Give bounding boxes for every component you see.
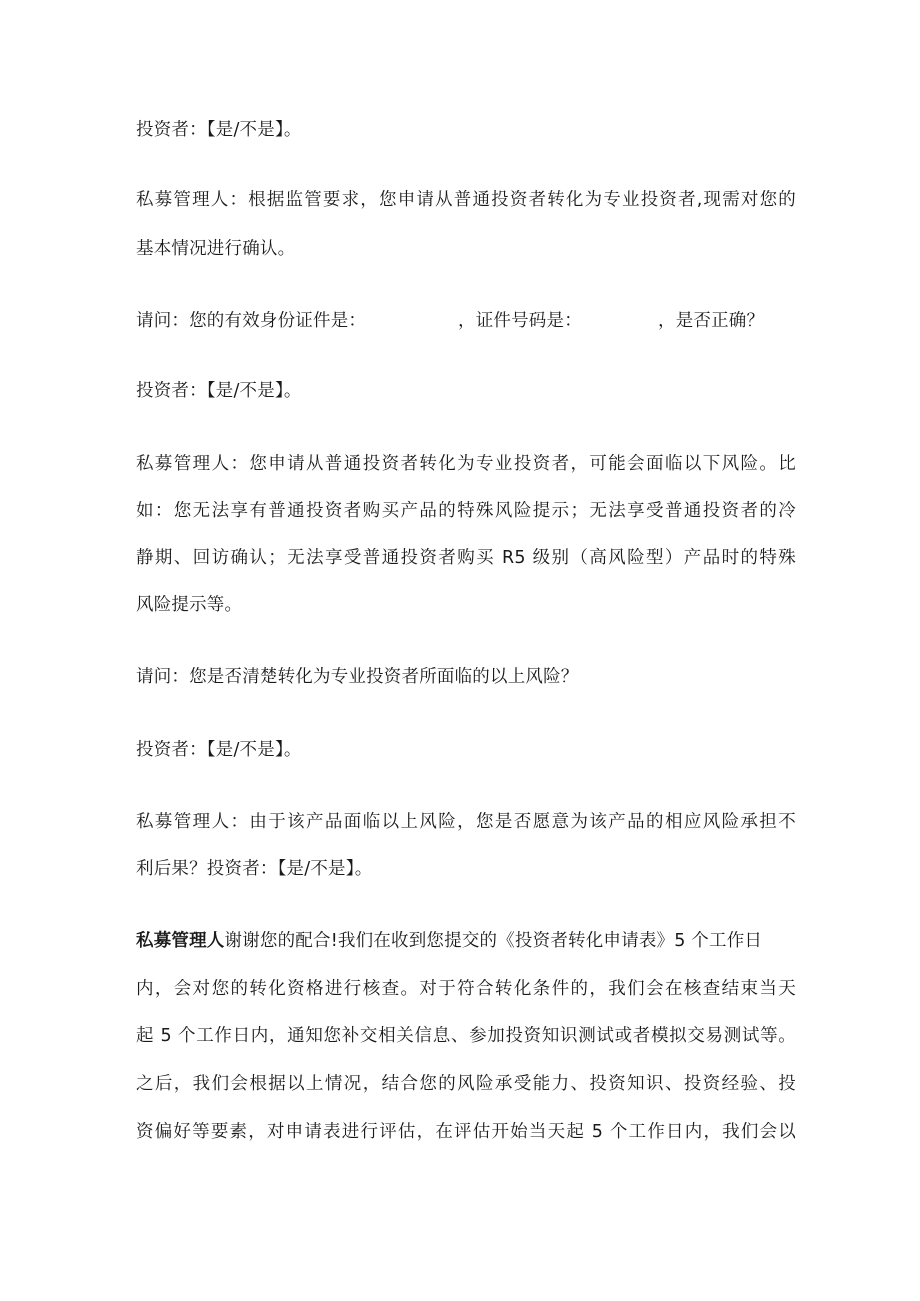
closing-line-3: 起 5 个工作日内，通知您补交相关信息、参加投资知识测试或者模拟交易测试等。 xyxy=(136,1026,796,1046)
risk-notice-line-1: 私募管理人：您申请从普通投资者转化为专业投资者，可能会面临以下风险。比 xyxy=(136,454,796,474)
investor-answer-2: 投资者：【是/不是】。 xyxy=(136,381,302,401)
consequence-line-2: 利后果？投资者：【是/不是】。 xyxy=(136,859,373,879)
risk-notice-line-2: 如：您无法享有普通投资者购买产品的特殊风险提示；无法享受普通投资者的冷 xyxy=(136,501,796,521)
closing-speaker: 私募管理人 xyxy=(136,931,225,951)
closing-line-2: 内，会对您的转化资格进行核查。对于符合转化条件的，我们会在核查结束当天 xyxy=(136,979,796,999)
manager-intro-line-2: 基本情况进行确认。 xyxy=(136,239,296,259)
risk-notice-line-4: 风险提示等。 xyxy=(136,595,243,615)
closing-line-5: 资偏好等要素，对申请表进行评估，在评估开始当天起 5 个工作日内，我们会以 xyxy=(136,1122,796,1142)
investor-answer-1: 投资者：【是/不是】。 xyxy=(136,120,302,140)
investor-answer-3: 投资者：【是/不是】。 xyxy=(136,740,302,760)
manager-intro-line-1: 私募管理人：根据监管要求，您申请从普通投资者转化为专业投资者,现需对您的 xyxy=(136,190,796,210)
risk-notice-line-3: 静期、回访确认；无法享受普通投资者购买 R5 级别（高风险型）产品时的特殊 xyxy=(136,548,796,568)
risk-question: 请问：您是否清楚转化为专业投资者所面临的以上风险？ xyxy=(136,667,579,687)
closing-line-4: 之后，我们会根据以上情况，结合您的风险承受能力、投资知识、投资经验、投 xyxy=(136,1074,796,1094)
closing-first: 谢谢您的配合!我们在收到您提交的《投资者转化申请表》5 个工作日 xyxy=(224,931,763,951)
closing-line-1 xyxy=(136,929,796,953)
consequence-line-1: 私募管理人：由于该产品面临以上风险，您是否愿意为该产品的相应风险承担不 xyxy=(136,812,796,832)
id-question-part3: ，是否正确？ xyxy=(658,311,765,331)
id-question-part2: ，证件号码是： xyxy=(458,311,582,331)
id-question-part1: 请问：您的有效身份证件是： xyxy=(136,311,367,331)
